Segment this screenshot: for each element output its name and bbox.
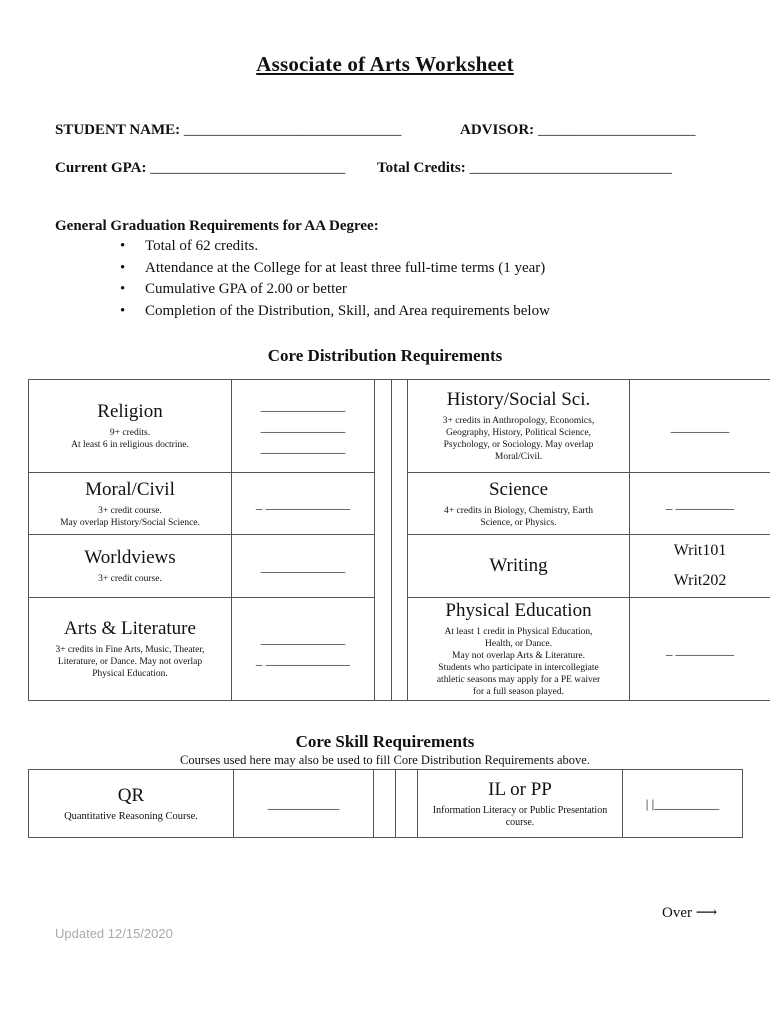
arts-cell	[29, 598, 232, 701]
blank-line[interactable]: _____________	[260, 439, 346, 455]
science-cell	[408, 473, 630, 535]
updated-date: Updated 12/15/2020	[55, 926, 173, 941]
qr-desc: Quantitative Reasoning Course.	[64, 810, 198, 822]
moral-title: Moral/Civil	[85, 478, 175, 500]
advisor-label: ADVISOR:	[460, 122, 535, 138]
pe-desc: athletic seasons may apply for a PE waiver	[436, 675, 601, 685]
blank-line[interactable]: | |__________	[645, 796, 720, 811]
student-name-field[interactable]	[55, 122, 401, 139]
total-credits-blank: ___________________________	[469, 160, 673, 176]
history-cell	[408, 380, 630, 473]
qr-title: QR	[117, 784, 145, 806]
history-desc: Psychology, or Sociology. May overlap	[443, 440, 594, 450]
history-desc: Geography, History, Political Science,	[446, 428, 591, 438]
science-title: Science	[488, 478, 549, 500]
pe-desc: Students who participate in intercollegiate	[438, 663, 599, 673]
blank-line[interactable]: _ _________	[665, 496, 735, 511]
religion-desc: 9+ credits.	[109, 428, 151, 438]
ilpp-desc: course.	[505, 816, 535, 828]
student-name-blank: _____________________________	[183, 122, 402, 138]
blank-line[interactable]: _____________	[260, 631, 346, 646]
history-entry[interactable]	[630, 380, 770, 473]
table-row	[29, 380, 770, 473]
worldviews-desc: 3+ credit course.	[98, 574, 162, 584]
blank-line[interactable]: _____________	[260, 418, 346, 434]
writ202-label: Writ202	[673, 572, 727, 589]
spacer-cell	[396, 770, 418, 838]
core-distribution-heading: Core Distribution Requirements	[267, 346, 503, 365]
list-item: • Completion of the Distribution, Skill, and Area requirements below	[110, 301, 550, 323]
requirements-list	[110, 236, 550, 322]
pe-cell	[408, 598, 630, 701]
pe-desc: for a full season played.	[472, 687, 564, 697]
total-credits-field[interactable]	[377, 160, 672, 177]
core-skill-subheading: Courses used here may also be used to fill Core Distribution Requirements above.	[180, 753, 590, 767]
ilpp-cell	[418, 770, 623, 838]
core-distribution-table	[28, 379, 770, 701]
worldviews-entry[interactable]	[232, 535, 375, 598]
current-gpa-field[interactable]	[55, 160, 345, 177]
over-label: Over ⟶	[662, 905, 718, 921]
arts-desc: Literature, or Dance. May not overlap	[57, 657, 203, 667]
science-entry[interactable]	[630, 473, 770, 535]
table-row	[29, 770, 743, 838]
blank-line[interactable]: _ _____________	[255, 496, 351, 511]
current-gpa-blank: __________________________	[150, 160, 346, 176]
qr-entry[interactable]	[234, 770, 374, 838]
religion-desc: At least 6 in religious doctrine.	[71, 440, 189, 450]
science-desc: Science, or Physics.	[480, 517, 557, 528]
advisor-field[interactable]	[460, 122, 695, 139]
blank-line[interactable]: _____________	[260, 558, 346, 574]
moral-desc: May overlap History/Social Science.	[60, 517, 200, 528]
pe-desc: Health, or Dance.	[485, 639, 552, 649]
pe-entry[interactable]	[630, 598, 770, 701]
list-item: • Cumulative GPA of 2.00 or better	[110, 279, 550, 301]
blank-line[interactable]: _____________	[260, 397, 346, 413]
arts-entry[interactable]	[232, 598, 375, 701]
list-item: • Attendance at the College for at least three full-time terms (1 year)	[110, 258, 550, 280]
current-gpa-label: Current GPA:	[55, 160, 147, 176]
moral-cell	[29, 473, 232, 535]
pe-desc: May not overlap Arts & Literature.	[452, 651, 585, 661]
worldviews-title: Worldviews	[84, 547, 176, 568]
pe-title: Physical Education	[445, 600, 592, 621]
ilpp-title: IL or PP	[488, 778, 552, 800]
religion-entry[interactable]	[232, 380, 375, 473]
list-item: • Total of 62 credits.	[110, 236, 550, 258]
science-desc: 4+ credits in Biology, Chemistry, Earth	[444, 505, 593, 516]
arts-title: Arts & Literature	[64, 618, 196, 639]
pe-desc: At least 1 credit in Physical Education,	[444, 627, 593, 637]
worldviews-cell	[29, 535, 232, 598]
writing-cell	[408, 535, 630, 598]
religion-cell	[29, 380, 232, 473]
blank-line[interactable]: _ _________	[665, 641, 735, 657]
spacer-cell	[375, 380, 392, 701]
writing-entry[interactable]	[630, 535, 770, 598]
moral-desc: 3+ credit course.	[98, 505, 162, 516]
blank-line[interactable]: _________	[670, 418, 730, 434]
core-skill-table	[28, 769, 743, 838]
history-title: History/Social Sci.	[446, 389, 591, 410]
history-desc: 3+ credits in Anthropology, Economics,	[442, 416, 595, 426]
religion-title: Religion	[97, 401, 163, 422]
spacer-cell	[392, 380, 408, 701]
ilpp-desc: Information Literacy or Public Presentation	[432, 804, 608, 816]
moral-entry[interactable]	[232, 473, 375, 535]
history-desc: Moral/Civil.	[494, 452, 543, 462]
total-credits-label: Total Credits:	[377, 160, 466, 176]
requirements-heading: General Graduation Requirements for AA Degree:	[55, 218, 379, 234]
student-name-label: STUDENT NAME:	[55, 122, 181, 138]
arts-desc: 3+ credits in Fine Arts, Music, Theater,	[55, 645, 205, 655]
spacer-cell	[374, 770, 396, 838]
writ101-label: Writ101	[673, 542, 727, 559]
ilpp-entry[interactable]	[623, 770, 743, 838]
qr-cell	[29, 770, 234, 838]
page-title: Associate of Arts Worksheet	[256, 52, 514, 76]
blank-line[interactable]: _ _____________	[255, 652, 351, 667]
advisor-blank: _____________________	[537, 122, 696, 138]
arts-desc: Physical Education.	[92, 669, 168, 679]
blank-line[interactable]: ___________	[267, 796, 340, 811]
core-skill-heading: Core Skill Requirements	[295, 732, 475, 751]
writing-title: Writing	[489, 555, 548, 576]
